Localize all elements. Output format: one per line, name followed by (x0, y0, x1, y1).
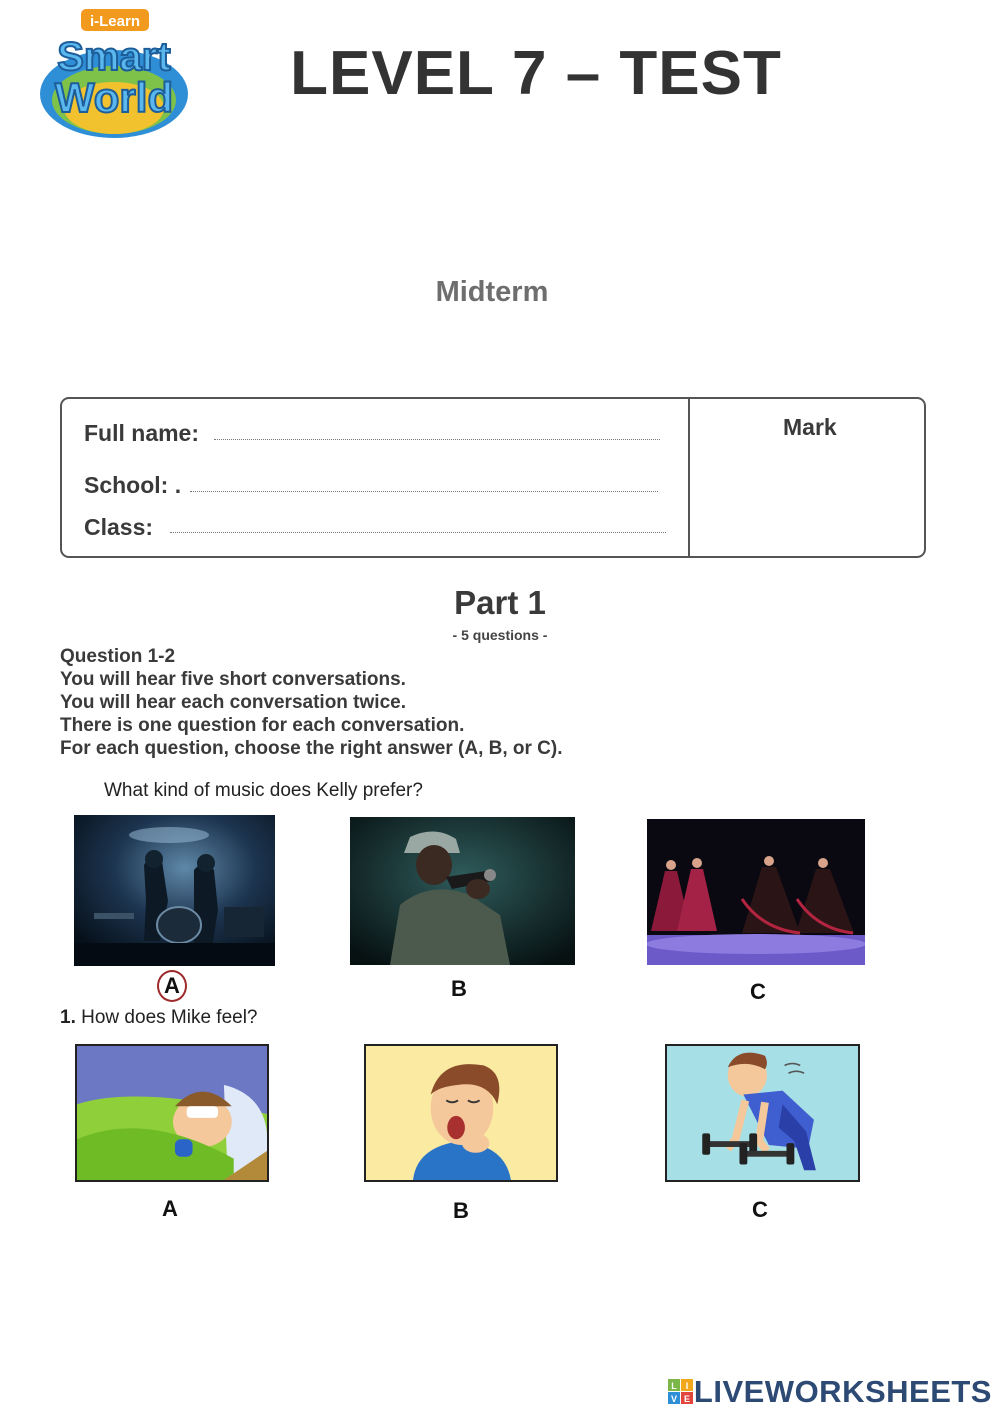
question-1-option-c-image[interactable] (665, 1044, 860, 1182)
svg-text:I: I (685, 1381, 689, 1391)
logo-smart-text: Smart (57, 35, 171, 79)
example-option-a-label[interactable]: A (164, 973, 180, 998)
liveworksheets-brand[interactable] (668, 1374, 992, 1410)
full-name-field[interactable] (214, 439, 660, 440)
example-option-b-label[interactable]: B (451, 976, 467, 1001)
part-title: Part 1 (454, 584, 546, 621)
mark-label: Mark (783, 414, 837, 440)
sick-boy-in-bed-illustration (77, 1046, 267, 1180)
question-1-option-a-image[interactable] (75, 1044, 269, 1182)
example-question: What kind of music does Kelly prefer? (104, 780, 423, 801)
school-label: School: . (84, 472, 182, 498)
tired-yawning-boy-illustration (366, 1046, 556, 1180)
example-option-c-image[interactable] (647, 819, 865, 965)
logo-world-text: World (54, 74, 174, 121)
liveworksheets-badge-icon (668, 1379, 694, 1405)
full-name-label: Full name: (84, 420, 200, 446)
instruction-line: For each question, choose the right answer (A, B, or C). (60, 738, 563, 759)
question-1-number: 1. (60, 1007, 76, 1028)
question-1-option-a-label[interactable]: A (162, 1196, 178, 1221)
school-field[interactable] (190, 491, 658, 492)
question-1-text: How does Mike feel? (81, 1007, 258, 1028)
question-1-option-c-label[interactable]: C (752, 1197, 768, 1222)
question-1 (60, 1007, 258, 1029)
instruction-line: You will hear each conversation twice. (60, 692, 406, 713)
page-subtitle: Midterm (435, 276, 549, 308)
example-option-b-image[interactable] (350, 817, 575, 965)
instruction-line: You will hear five short conversations. (60, 669, 406, 690)
part-subtitle: - 5 questions - (452, 627, 548, 643)
liveworksheets-text: LIVEWORKSHEETS (693, 1374, 992, 1409)
question-1-option-b-image[interactable] (364, 1044, 558, 1182)
svg-text:E: E (683, 1394, 690, 1404)
rock-band-photo (74, 815, 275, 966)
example-option-a-image[interactable] (74, 815, 275, 966)
svg-text:L: L (671, 1381, 677, 1391)
example-option-c-label[interactable]: C (750, 979, 766, 1004)
info-box-divider (688, 397, 690, 558)
question-1-option-b-label[interactable]: B (453, 1198, 469, 1223)
instructions (60, 645, 563, 760)
flamenco-dancers-photo (647, 819, 865, 965)
class-field[interactable] (170, 532, 666, 533)
page-title: LEVEL 7 – TEST (290, 39, 782, 108)
instruction-line: There is one question for each conversation. (60, 715, 465, 736)
instruction-line: Question 1-2 (60, 646, 176, 667)
logo-ilearn-text: i-Learn (89, 13, 141, 30)
rapper-photo (350, 817, 575, 965)
exhausted-boy-lifting-weights-illustration (667, 1046, 858, 1180)
class-label: Class: (84, 514, 154, 540)
svg-text:V: V (670, 1394, 677, 1404)
